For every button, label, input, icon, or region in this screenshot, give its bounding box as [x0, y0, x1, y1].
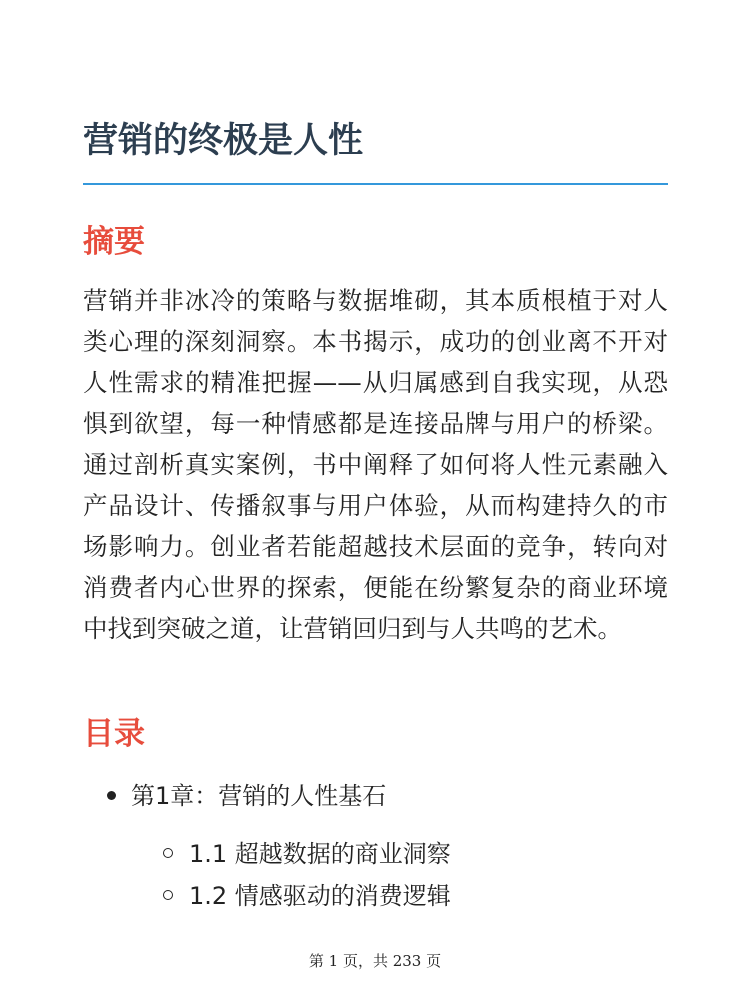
- toc-heading: 目录: [83, 716, 145, 752]
- bullet-disc-icon: [107, 791, 116, 800]
- document-title: 营销的终极是人性: [83, 121, 364, 161]
- toc-section-1-2-label: 1.2 情感驱动的消费逻辑: [189, 882, 451, 910]
- toc-chapter-1[interactable]: [107, 778, 386, 814]
- bullet-circle-icon: [163, 848, 173, 858]
- toc-section-1-2[interactable]: [163, 878, 451, 914]
- toc-section-1-1[interactable]: [163, 836, 451, 872]
- toc-section-1-1-label: 1.1 超越数据的商业洞察: [189, 840, 451, 868]
- title-divider: [83, 183, 668, 185]
- bullet-circle-icon: [163, 890, 173, 900]
- page-footer: 第 1 页，共 233 页: [308, 952, 442, 970]
- abstract-text: 营销并非冰冷的策略与数据堆砌，其本质根植于对人类心理的深刻洞察。本书揭示，成功的创业离不开对人性需求的精准把握——从归属感到自我实现，从恐惧到欲望，每一种情感都是连接品牌与用户的桥梁。通过剖析真实案例，书中阐释了如何将人性元素融入产品设计、传播叙事与用户体验，从而构建持久的市场影响力。创业者若能超越技术层面的竞争，转向对消费者内心世界的探索，便能在纷繁复杂的商业环境中找到突破之道，让营销回归到与人共鸣的艺术。: [83, 286, 668, 643]
- toc-chapter-1-label: 第1章：营销的人性基石: [131, 782, 387, 810]
- abstract-heading: 摘要: [83, 224, 145, 260]
